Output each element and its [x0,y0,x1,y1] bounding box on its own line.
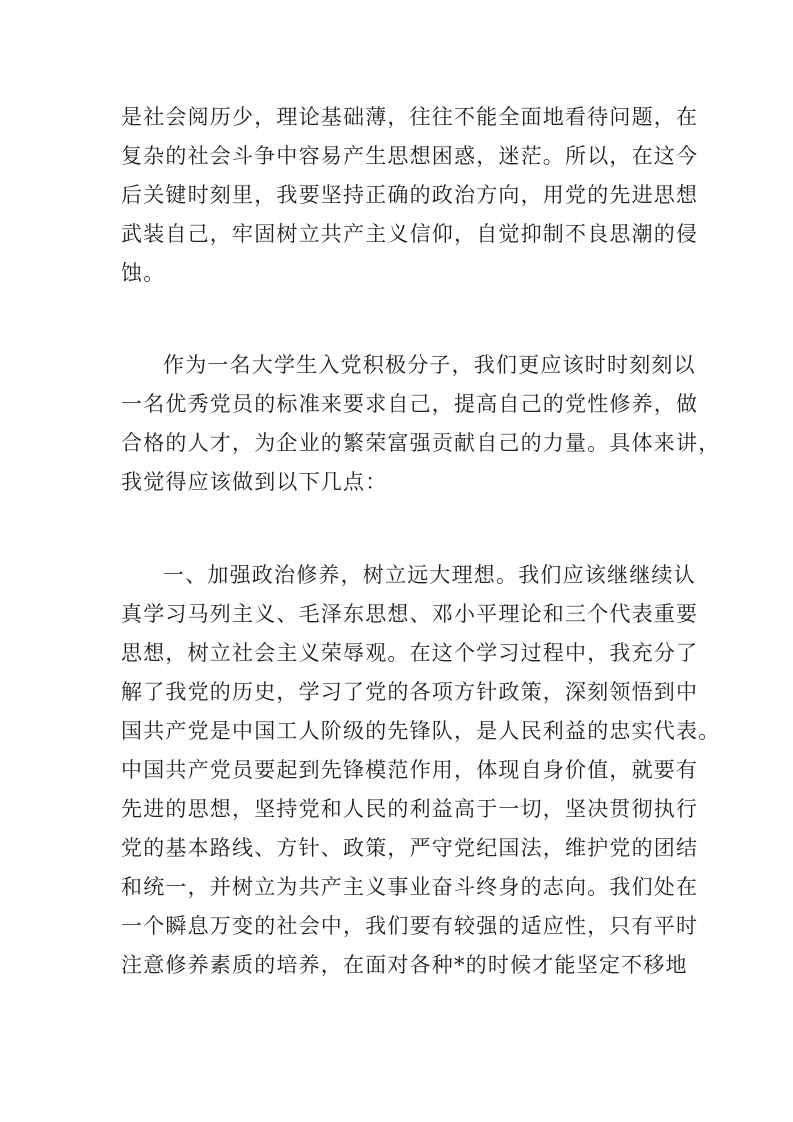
paragraph-line: 是社会阅历少，理论基础薄，往往不能全面地看待问题，在 [121,105,699,129]
paragraph-line: 解了我党的历史，学习了党的各项方针政策，深刻领悟到中 [121,680,699,704]
paragraph-line: 作为一名大学生入党积极分子，我们更应该时时刻刻以 [163,353,696,377]
paragraph-line: 蚀。 [121,261,166,285]
paragraph-line: 先进的思想，坚持党和人民的利益高于一切，坚决贯彻执行 [121,797,699,821]
paragraph-line: 一名优秀党员的标准来要求自己，提高自己的党性修养，做 [121,392,699,416]
paragraph-line: 和统一，并树立为共产主义事业奋斗终身的志向。我们处在 [121,875,699,899]
paragraph-2 [121,346,721,502]
paragraph-line: 一、加强政治修养，树立远大理想。我们应该继继续认 [163,563,696,587]
paragraph-line: 复杂的社会斗争中容易产生思想困惑，迷茫。所以，在这今 [121,144,699,168]
paragraph-line: 真学习马列主义、毛泽东思想、邓小平理论和三个代表重要 [121,602,699,626]
paragraph-line: 武装自己，牢固树立共产主义信仰，自觉抑制不良思潮的侵 [121,222,699,246]
paragraph-line: 合格的人才，为企业的繁荣富强贡献自己的力量。具体来讲， [121,431,721,455]
paragraph-line: 一个瞬息万变的社会中，我们要有较强的适应性，只有平时 [121,914,699,938]
paragraph-line: 党的基本路线、方针、政策，严守党纪国法，维护党的团结 [121,836,699,860]
paragraph-line: 国共产党是中国工人阶级的先锋队，是人民利益的忠实代表。 [121,719,721,743]
paragraph-line: 注意修养素质的培养，在面对各种*的时候才能坚定不移地 [121,953,688,977]
paragraph-line: 思想，树立社会主义荣辱观。在这个学习过程中，我充分了 [121,641,699,665]
paragraph-line: 后关键时刻里，我要坚持正确的政治方向，用党的先进思想 [121,183,699,207]
paragraph-line: 中国共产党员要起到先锋模范作用，体现自身价值，就要有 [121,758,699,782]
paragraph-1 [121,98,699,293]
paragraph-3 [121,556,721,985]
paragraph-line: 我觉得应该做到以下几点： [121,470,388,494]
